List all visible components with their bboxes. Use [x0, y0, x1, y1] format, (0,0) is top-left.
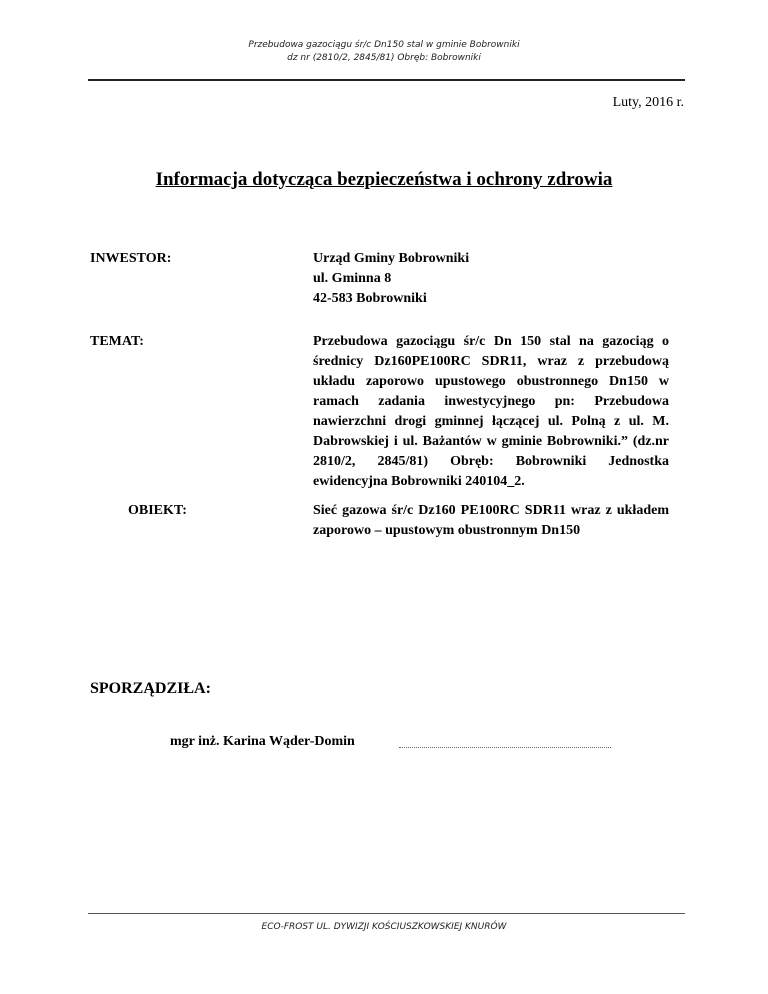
sporzadzila-label: SPORZĄDZIŁA:: [90, 680, 211, 697]
temat-value: Przebudowa gazociągu śr/c Dn 150 stal na gazociąg o średnicy Dz160PE100RC SDR11, wraz z przebudową układu zaporowo upustowego obustronnego Dn150 w ramach zadania inwestycyjnego pn: Przebudowa nawierzchni drogi gminnej łączącej ul. Polną z ul. M. Dabrowskiej i ul. Bażantów w gminie Bobrowniki.” (dz.nr 2810/2, 2845/81) Obręb: Bobrowniki Jednostka ewidencyjna Bobrowniki 240104_2.: [313, 334, 669, 489]
inwestor-line: 42-583 Bobrowniki: [313, 291, 427, 306]
header-subtitle-line: dz nr (2810/2, 2845/81) Obręb: Bobrowniki: [287, 53, 481, 63]
inwestor-label: INWESTOR:: [90, 251, 172, 266]
signature-line: [399, 747, 611, 748]
document-date: Luty, 2016 r.: [612, 95, 684, 110]
author-name: mgr inż. Karina Wąder-Domin: [170, 734, 355, 749]
obiekt-value: Sieć gazowa śr/c Dz160 PE100RC SDR11 wraz z układem zaporowo – upustowym obustronnym Dn150: [313, 503, 669, 538]
temat-label: TEMAT:: [90, 334, 144, 349]
footer-divider: [88, 913, 685, 914]
inwestor-line: ul. Gminna 8: [313, 271, 392, 286]
document-title: Informacja dotycząca bezpieczeństwa i ochrony zdrowia: [155, 169, 613, 190]
header-title-line: Przebudowa gazociągu śr/c Dn150 stal w gminie Bobrowniki: [248, 40, 520, 50]
footer-text: ECO-FROST UL. DYWIZJI KOŚCIUSZKOWSKIEJ KNURÓW: [261, 922, 507, 932]
inwestor-line: Urząd Gminy Bobrowniki: [313, 251, 470, 266]
inwestor-value: [313, 249, 669, 309]
obiekt-label: OBIEKT:: [128, 503, 187, 518]
header-divider: [88, 79, 685, 81]
